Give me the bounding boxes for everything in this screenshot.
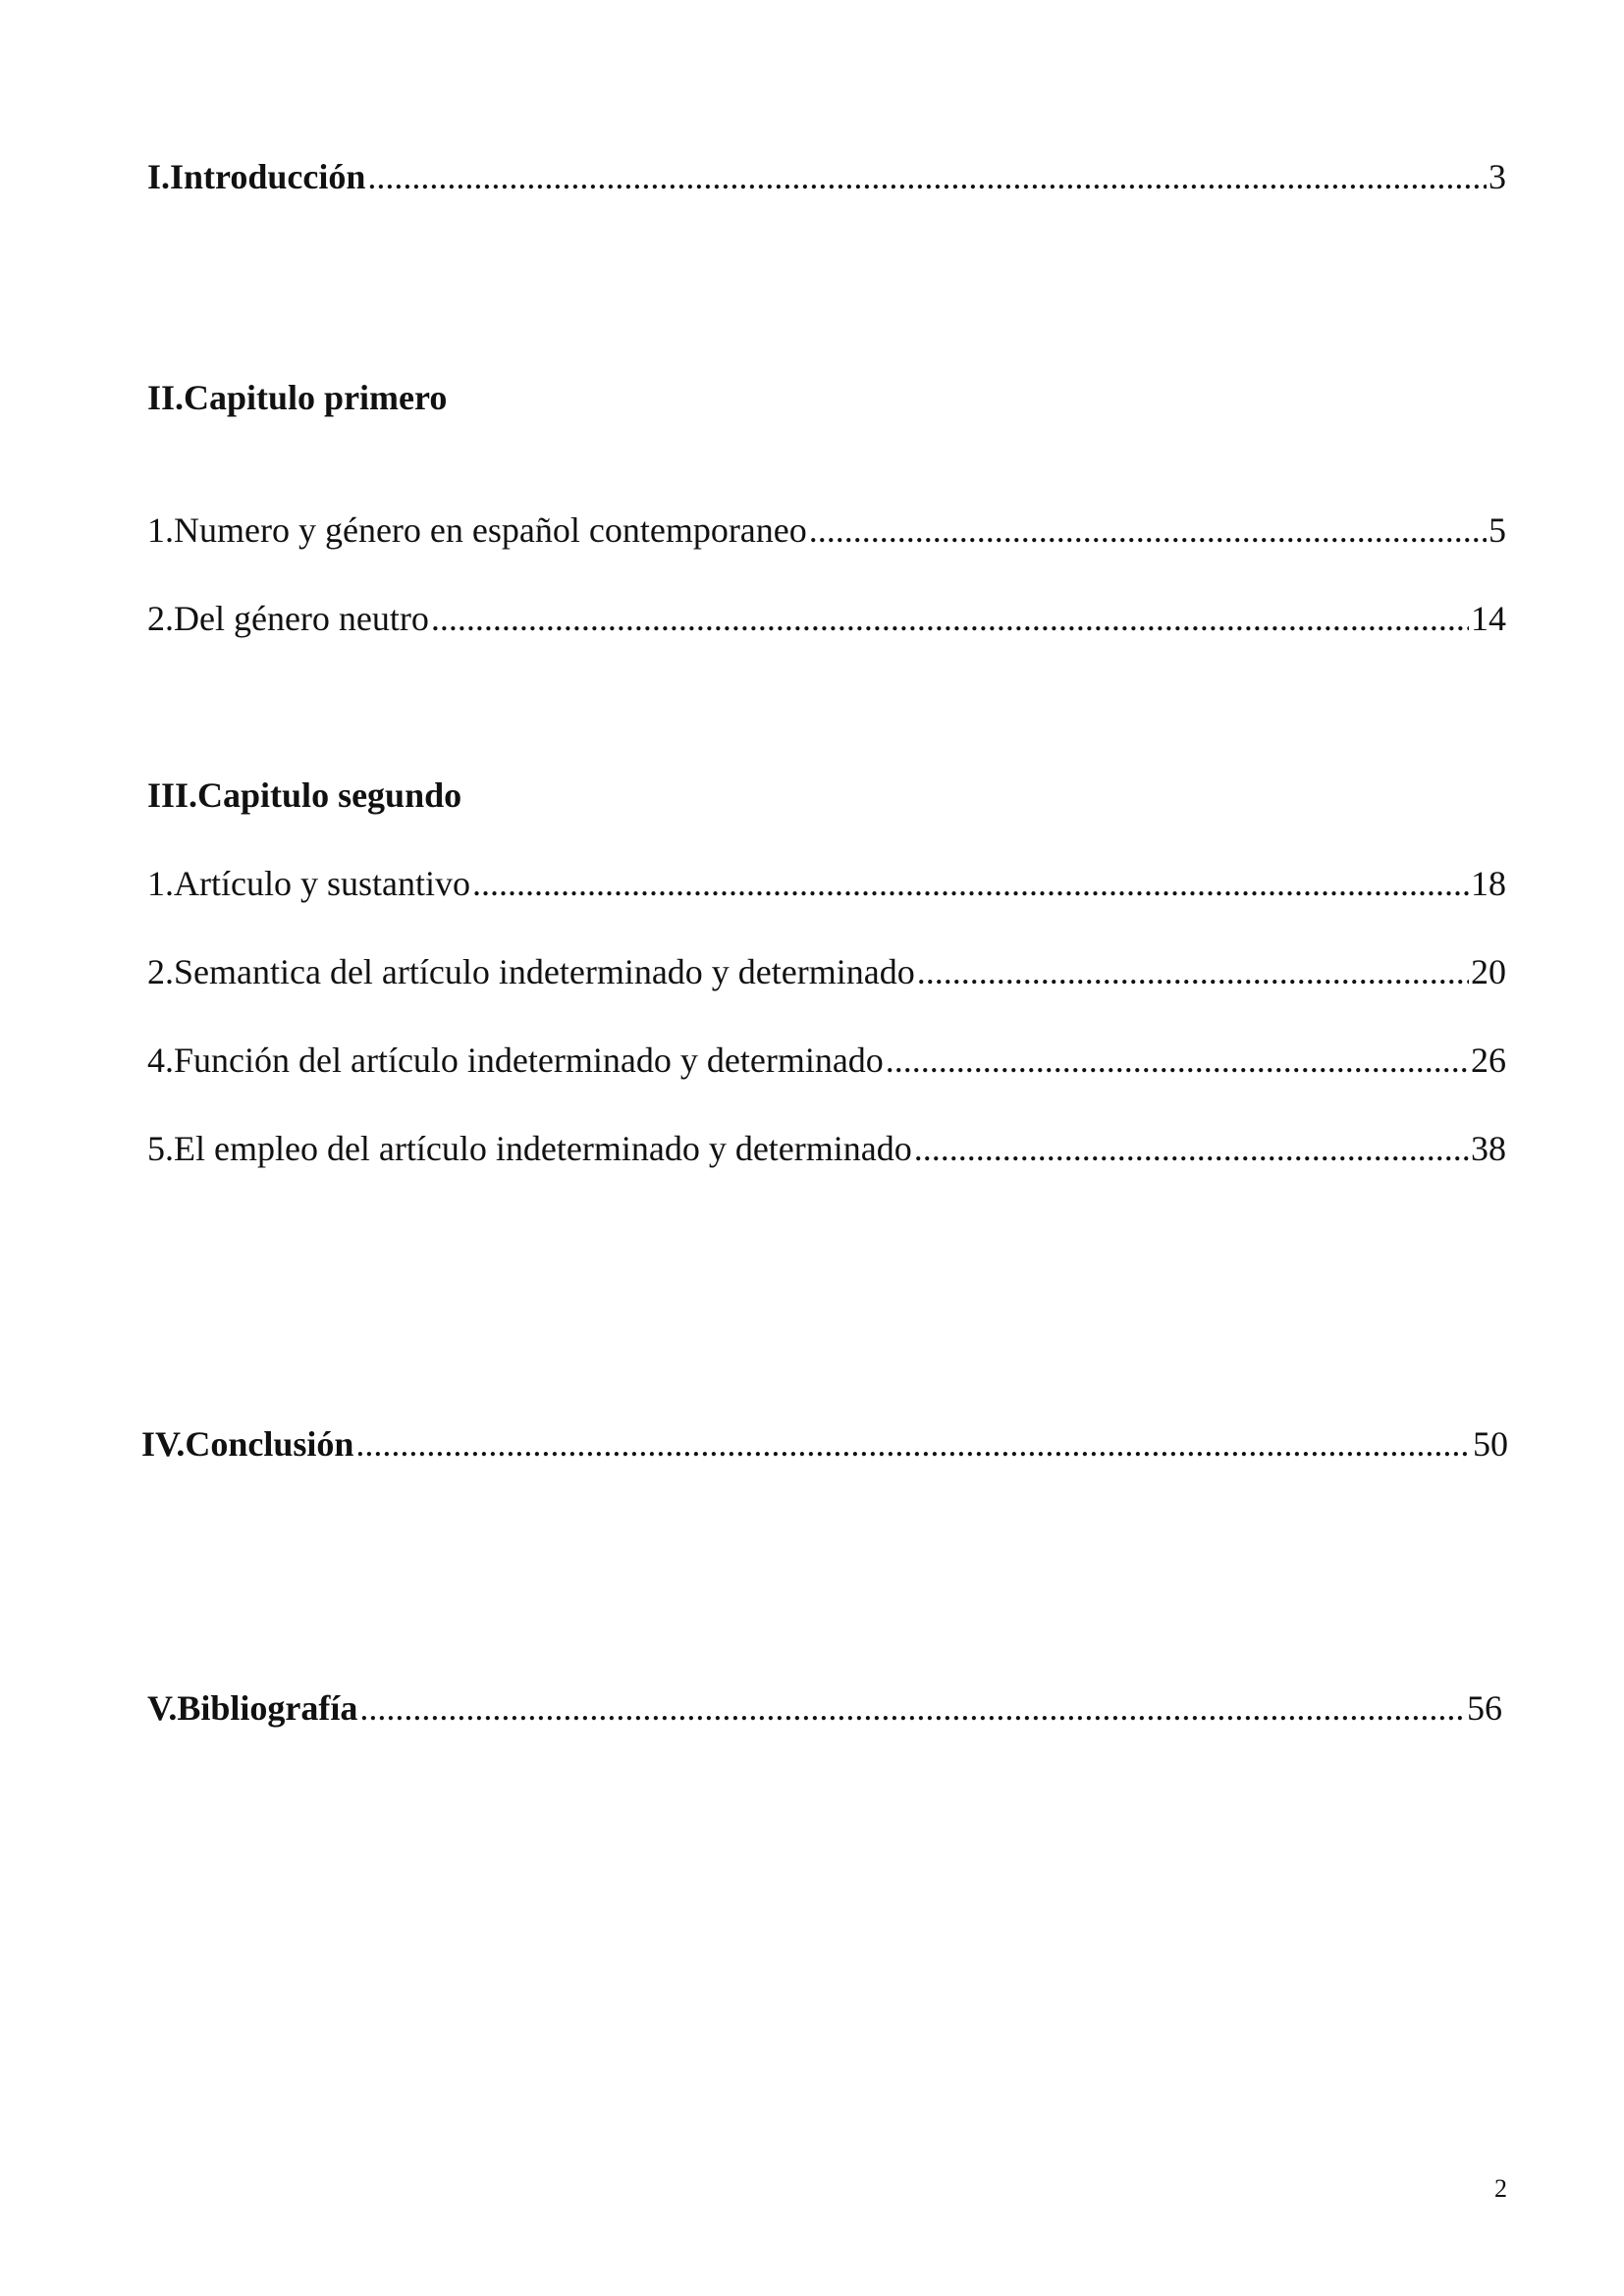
toc-entry-label: 1.Artículo y sustantivo bbox=[147, 864, 470, 903]
toc-entry-page: 20 bbox=[1471, 952, 1506, 991]
section-heading-capitulo-primero: II.Capitulo primero bbox=[147, 378, 448, 417]
toc-entry-label: 2.Semantica del artículo indeterminado y determinado bbox=[147, 952, 915, 991]
dot-leader bbox=[472, 862, 1469, 905]
dot-leader bbox=[914, 1127, 1469, 1170]
toc-entry-page: 3 bbox=[1489, 157, 1506, 196]
toc-entry-page: 26 bbox=[1471, 1041, 1506, 1080]
section-heading-capitulo-segundo: III.Capitulo segundo bbox=[147, 775, 462, 815]
toc-entry-label: 1.Numero y género en español contemporaneo bbox=[147, 510, 807, 550]
toc-entry-introduccion bbox=[147, 155, 1506, 198]
page-number: 2 bbox=[1494, 2174, 1507, 2203]
toc-entry bbox=[147, 950, 1506, 993]
toc-entry bbox=[147, 862, 1506, 905]
toc-entry-label: 5.El empleo del artículo indeterminado y determinado bbox=[147, 1129, 912, 1168]
toc-entry-page: 50 bbox=[1473, 1424, 1508, 1464]
toc-entry-page: 14 bbox=[1471, 599, 1506, 638]
toc-entry-page: 56 bbox=[1467, 1688, 1502, 1728]
dot-leader bbox=[886, 1039, 1469, 1082]
toc-entry-label: 2.Del género neutro bbox=[147, 599, 429, 638]
toc-entry-label: 4.Función del artículo indeterminado y determinado bbox=[147, 1041, 884, 1080]
dot-leader bbox=[367, 155, 1487, 198]
toc-entry-page: 5 bbox=[1489, 510, 1506, 550]
toc-entry bbox=[147, 1039, 1506, 1082]
toc-entry-label: IV.Conclusión bbox=[141, 1424, 354, 1464]
dot-leader bbox=[355, 1422, 1471, 1466]
toc-entry bbox=[147, 1127, 1506, 1170]
dot-leader bbox=[431, 597, 1469, 640]
toc-entry-page: 38 bbox=[1471, 1129, 1506, 1168]
dot-leader bbox=[917, 950, 1469, 993]
dot-leader bbox=[359, 1686, 1465, 1730]
toc-entry-label: V.Bibliografía bbox=[147, 1688, 358, 1728]
toc-entry-page: 18 bbox=[1471, 864, 1506, 903]
dot-leader bbox=[809, 508, 1487, 552]
toc-entry bbox=[147, 597, 1506, 640]
toc-entry-conclusion bbox=[141, 1422, 1508, 1466]
toc-entry-bibliografia bbox=[147, 1686, 1502, 1730]
toc-entry-label: I.Introducción bbox=[147, 157, 366, 196]
toc-entry bbox=[147, 508, 1506, 552]
